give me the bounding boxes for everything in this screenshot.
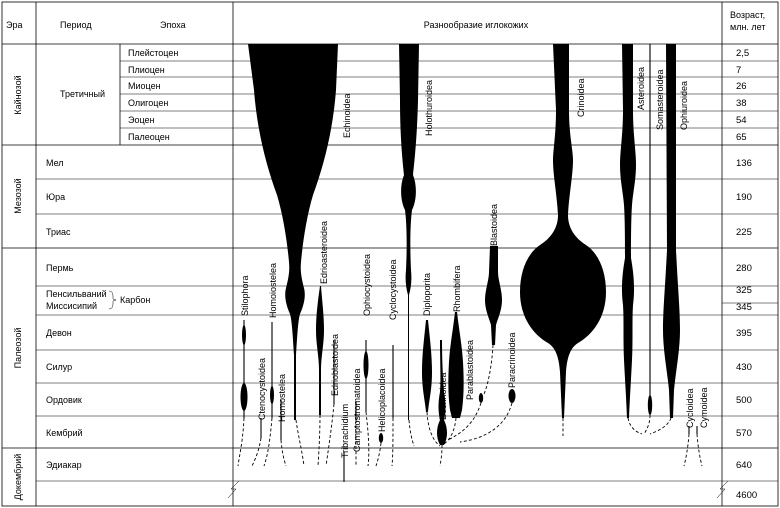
link-blastoidea: [484, 345, 493, 394]
link-cymoidea: [697, 434, 702, 466]
label-stilophora: Stilophora: [240, 275, 250, 316]
label-ophiuroidea: Ophiuroidea: [679, 80, 689, 130]
label-paracrinoidea: Paracrinoidea: [507, 332, 517, 388]
label-holothuroidea: Holothuroidea: [424, 79, 434, 136]
spindle-edrioasteroidea: [316, 286, 324, 415]
epoch-pleistocene: Плейстоцен: [128, 48, 179, 58]
spindle-somasteroidea-base: [648, 395, 652, 415]
label-helicoplacoidea: Helicoplacoidea: [377, 368, 387, 432]
label-camptostromatoidea: Camptostromatoidea: [352, 368, 362, 452]
age-cretaceous: 136: [736, 158, 752, 169]
label-edrioasteroidea: Edrioasteroidea: [319, 220, 329, 284]
header-era: Эра: [6, 20, 23, 30]
age-jurassic: 190: [736, 192, 752, 203]
age-precambrian: 4600: [736, 490, 758, 501]
age-pliocene: 7: [736, 65, 742, 76]
period-cambrian: Кембрий: [46, 428, 83, 438]
spindle-asteroidea: [620, 44, 636, 418]
link-cycloidea: [684, 434, 689, 466]
label-cycloidea: Cycloidea: [685, 388, 695, 428]
period-mississippian: Миссисипий: [46, 301, 98, 311]
label-homoiostelea: Homoiostelea: [268, 262, 278, 318]
spindle-diploporita: [422, 320, 432, 412]
spindle-holothuroidea: [399, 44, 419, 420]
spindle-blastoidea: [485, 246, 502, 345]
link-edrioblastoidea: [326, 404, 334, 466]
spindle-rhombifera: [448, 312, 463, 418]
header-age-line1: Возраст,: [730, 10, 766, 20]
link-ctenocystoidea: [252, 438, 261, 466]
age-ediacaran: 640: [736, 460, 752, 471]
age-silurian: 430: [736, 362, 752, 373]
label-tribrachidium: Tribrachidium: [340, 403, 350, 458]
label-ophiocystoidea: Ophiocystoidea: [362, 253, 372, 316]
spindles: [241, 44, 698, 482]
link-helicoplacoidea: [376, 443, 381, 466]
link-paracrinoidea: [460, 403, 512, 442]
carboniferous-brace: [109, 291, 116, 309]
spindle-helicoplacoidea: [379, 433, 383, 443]
period-triassic: Триас: [46, 227, 71, 237]
period-devonian: Девон: [46, 328, 72, 338]
spindle-crinoidea: [520, 44, 606, 418]
period-carboniferous: Карбон: [120, 295, 151, 305]
spindle-ophiocystoidea-b: [364, 351, 369, 379]
header-period: Период: [60, 20, 92, 30]
epoch-miocene: Миоцен: [128, 81, 161, 91]
period-ordovician: Ордовик: [46, 395, 82, 405]
age-ordovician: 500: [736, 395, 752, 406]
era-cenozoic: Кайнозой: [13, 75, 23, 115]
age-cambrian: 570: [736, 428, 752, 439]
age-paleocene: 65: [736, 132, 747, 143]
age-pleistocene: 2,5: [736, 48, 750, 59]
era-paleozoic: Палеозой: [13, 327, 23, 369]
link-somasteroidea: [644, 415, 650, 434]
header-age-line2: млн. лет: [730, 22, 766, 32]
label-blastoidea: Blastoidea: [489, 203, 499, 246]
spindle-parablastoidea: [479, 393, 483, 403]
link-asteroidea: [628, 418, 642, 434]
table-header: [6, 10, 766, 32]
epoch-eocene: Эоцен: [128, 115, 155, 125]
spindle-stilophora-b: [241, 383, 248, 411]
label-diploporita: Diploporita: [422, 272, 432, 316]
period-silurian: Силур: [46, 362, 73, 372]
epoch-oligocene: Олигоцен: [128, 98, 169, 108]
age-eocene: 54: [736, 115, 747, 126]
label-rhombifera: Rhombifera: [452, 265, 462, 312]
age-miocene: 26: [736, 81, 747, 92]
link-cyclocystoidea: [392, 418, 393, 466]
era-mesozoic: Мезозой: [13, 178, 23, 214]
label-crinoidea: Crinoidea: [576, 78, 586, 117]
header-epoch: Эпоха: [160, 20, 186, 30]
age-permian: 280: [736, 263, 752, 274]
label-parablastoidea: Parablastoidea: [465, 339, 475, 400]
age-column: [736, 48, 757, 501]
period-tertiary: Третичный: [60, 89, 106, 99]
age-devonian: 395: [736, 328, 752, 339]
period-cretaceous: Мел: [46, 158, 64, 168]
spindle-paracrinoidea: [509, 389, 516, 403]
period-permian: Пермь: [46, 263, 74, 273]
spindle-stilophora-a: [242, 325, 246, 345]
spindle-ophiuroidea: [663, 44, 680, 418]
age-mississippian: 345: [736, 302, 752, 313]
label-cymoidea: Cymoidea: [699, 387, 709, 428]
period-jurassic: Юра: [46, 192, 66, 202]
label-homostelea: Homostelea: [277, 373, 287, 422]
period-column: [46, 89, 150, 470]
period-ediacaran: Эдиакар: [46, 460, 82, 470]
link-ophiuroidea: [650, 418, 671, 434]
era-precambrian: Докембрий: [13, 453, 23, 501]
link-holothuroidea: [409, 420, 414, 446]
link-homostelea: [281, 440, 286, 466]
link-ophiocystoidea: [366, 412, 369, 466]
age-pennsylvanian: 325: [736, 285, 752, 296]
age-triassic: 225: [736, 227, 752, 238]
epoch-paleocene: Палеоцен: [128, 132, 170, 142]
spindle-homoiostelea-b: [270, 386, 274, 404]
link-homoiostelea: [264, 418, 272, 466]
label-asteroidea: Asteroidea: [636, 66, 646, 110]
label-ctenocystoidea: Ctenocystoidea: [257, 357, 267, 420]
label-edrioblastoidea: Edrioblastoidea: [330, 333, 340, 396]
header-diversity: Разнообразие иглокожих: [423, 20, 529, 30]
label-cyclocystoidea: Cyclocystoidea: [388, 259, 398, 320]
label-echinoidea: Echinoidea: [342, 93, 352, 138]
age-oligocene: 38: [736, 98, 747, 109]
label-eocrinoidea: Eocrinoidea: [438, 372, 448, 420]
era-column: [13, 75, 23, 500]
label-somasteroidea: Somasteroidea: [655, 69, 665, 130]
epoch-pliocene: Плиоцен: [128, 65, 165, 75]
link-echinoidea: [296, 420, 304, 466]
link-edrioasteroidea: [318, 415, 320, 466]
link-stilophora: [238, 418, 244, 466]
period-pennsylvanian: Пенсильваний: [46, 289, 107, 299]
